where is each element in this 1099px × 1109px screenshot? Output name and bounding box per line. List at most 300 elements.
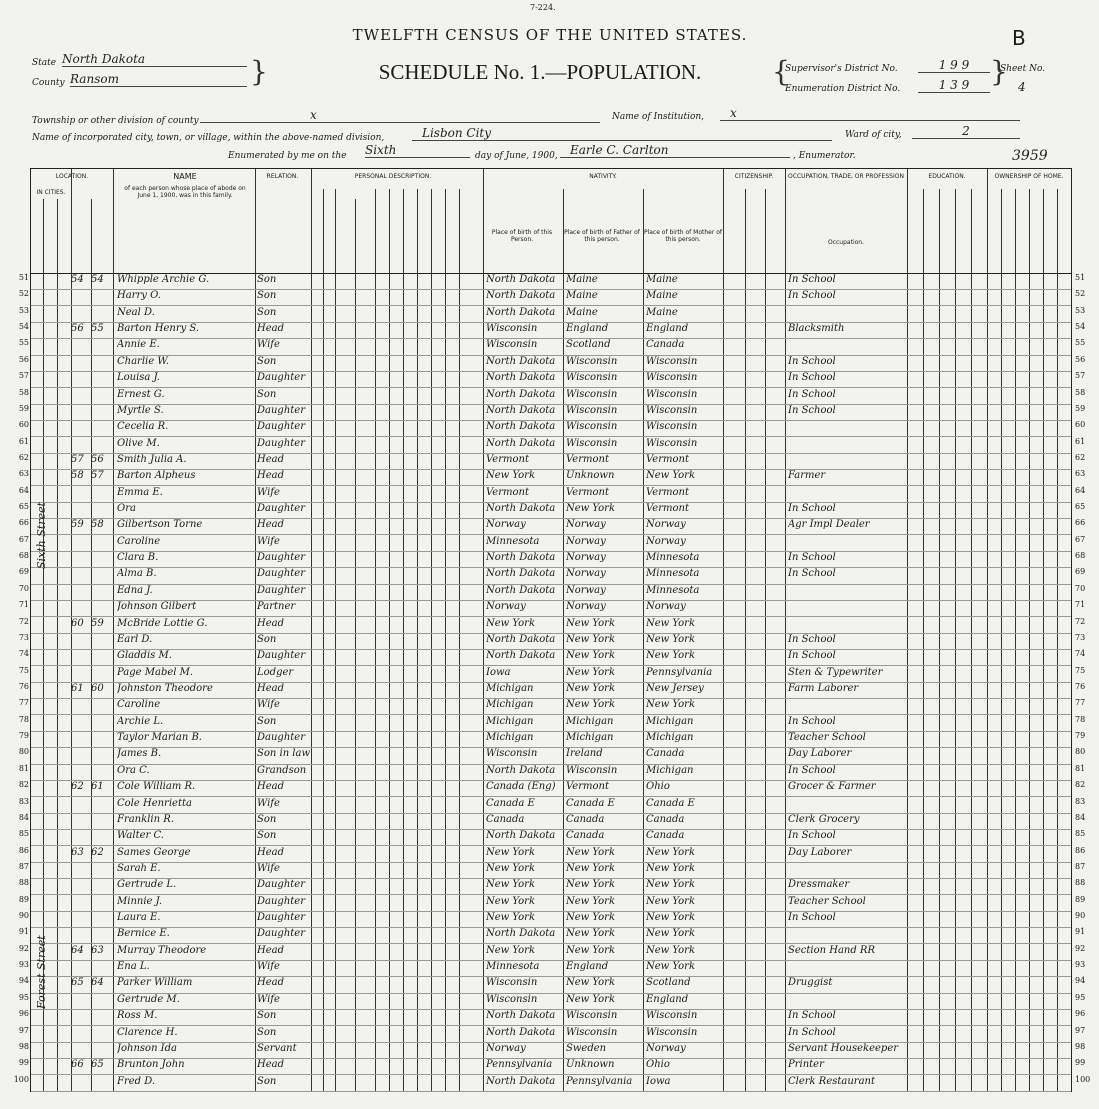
cell-name: Cecelia R.: [117, 421, 169, 433]
cell-mother: Scotland: [646, 977, 691, 989]
cell-rel: Head: [257, 453, 285, 465]
line-number-right: 57: [1075, 371, 1086, 381]
cell-name: Ross M.: [117, 1010, 158, 1022]
cell-name: Minnie J.: [117, 895, 163, 907]
table-row: [18, 747, 1086, 764]
census-title: TWELFTH CENSUS OF THE UNITED STATES.: [352, 26, 748, 44]
cell-name: Emma E.: [117, 486, 163, 498]
cell-occ: Farmer: [788, 470, 826, 482]
cell-mother: Norway: [646, 535, 686, 547]
line-number-right: 77: [1075, 698, 1086, 708]
right-brace-close: }: [990, 55, 1008, 88]
institution-label: Name of Institution,: [612, 112, 705, 122]
cell-name: McBride Lottie G.: [117, 617, 208, 629]
line-number-right: 100: [1075, 1074, 1091, 1084]
cell-occ: Druggist: [788, 977, 833, 989]
cell-rel: Son: [257, 1075, 277, 1087]
table-row: [18, 698, 1086, 715]
cell-mother: Ohio: [646, 781, 670, 793]
cell-mother: Maine: [646, 290, 678, 302]
cell-name: Parker William: [117, 977, 193, 989]
line-number: 88: [18, 878, 29, 888]
cell-mother: New York: [646, 895, 695, 907]
table-row: [18, 452, 1086, 470]
cell-name: Barton Alpheus: [117, 470, 196, 482]
city-label: Name of incorporated city, town, or village, within the above-named division,: [32, 133, 385, 143]
cell-rel: Head: [257, 683, 285, 694]
line-number-right: 63: [1075, 469, 1086, 479]
line-number-right: 78: [1075, 714, 1086, 724]
cell-occ: In School: [788, 388, 836, 400]
ward-value: 2: [912, 124, 1020, 139]
table-row: [18, 812, 1086, 830]
line-number: 62: [18, 452, 29, 462]
cell-birth: North Dakota: [486, 421, 556, 433]
line-number: 71: [18, 600, 29, 610]
cell-birth: North Dakota: [486, 633, 556, 645]
table-row: [18, 665, 1086, 683]
state-label: State: [32, 58, 57, 68]
table-row: [18, 338, 1086, 355]
cell-birth: New York: [486, 617, 535, 629]
cell-rel: Grandson: [257, 764, 307, 776]
line-number-right: 69: [1075, 567, 1086, 577]
cell-rel: Wife: [257, 699, 280, 711]
table-row: [18, 878, 1086, 895]
cell-rel: Wife: [257, 862, 280, 874]
cell-mother: New York: [646, 846, 695, 858]
cell-mother: Wisconsin: [646, 404, 698, 416]
cell-father: Wisconsin: [566, 421, 618, 433]
cell-rel: Daughter: [257, 552, 305, 564]
cell-father: New York: [566, 650, 615, 662]
cell-name: Sarah E.: [117, 862, 161, 874]
line-number: 65: [18, 502, 29, 512]
cell-father: New York: [566, 895, 615, 907]
table-row: [18, 518, 1086, 535]
cell-name: Caroline: [117, 699, 161, 711]
line-number-right: 79: [1075, 731, 1086, 741]
line-number-right: 86: [1075, 845, 1086, 855]
cell-name: Whipple Archie G.: [117, 274, 210, 285]
cell-rel: Daughter: [257, 568, 305, 580]
cell-mother: Vermont: [646, 453, 689, 465]
line-number: 75: [18, 665, 29, 675]
col-father-birth: Place of birth of Father of this person.: [564, 229, 640, 243]
cell-occ: Day Laborer: [788, 846, 852, 858]
cell-occ: Teacher School: [788, 732, 866, 744]
cell-name: Ena L.: [117, 961, 150, 973]
line-number-right: 54: [1075, 322, 1086, 332]
cell-birth: New York: [486, 862, 535, 874]
table-row: [18, 861, 1086, 879]
line-number-right: 56: [1075, 354, 1086, 364]
table-row: [18, 1041, 1086, 1059]
line-number: 80: [18, 747, 29, 757]
cell-birth: Wisconsin: [486, 748, 538, 760]
cell-dw: 59: [71, 519, 84, 531]
cell-name: Harry O.: [117, 290, 161, 302]
township-value: x: [200, 108, 600, 123]
enumerator-name: Earle C. Carlton: [560, 143, 790, 158]
table-row: [18, 371, 1086, 388]
line-number: 90: [18, 911, 29, 921]
cell-birth: North Dakota: [486, 584, 556, 596]
cell-occ: In School: [788, 764, 836, 776]
cell-father: Canada E: [566, 797, 615, 809]
line-number: 95: [18, 992, 29, 1002]
cell-birth: New York: [486, 846, 535, 858]
cell-fam: 61: [91, 781, 104, 793]
cell-mother: Pennsylvania: [646, 666, 713, 678]
cell-rel: Head: [257, 944, 285, 956]
cell-occ: In School: [788, 355, 836, 367]
line-number: 51: [18, 273, 29, 282]
cell-birth: North Dakota: [486, 274, 556, 285]
cell-name: Ernest G.: [117, 388, 165, 400]
cell-name: Louisa J.: [117, 372, 160, 384]
cell-mother: Michigan: [646, 764, 694, 776]
line-number: 61: [18, 436, 29, 446]
cell-birth: Iowa: [486, 666, 511, 678]
cell-occ: In School: [788, 633, 836, 645]
cell-rel: Daughter: [257, 732, 305, 744]
cell-name: Franklin R.: [117, 813, 174, 825]
cell-name: Alma B.: [117, 568, 157, 580]
cell-rel: Son: [257, 1010, 277, 1022]
table-row: [18, 682, 1086, 699]
table-row: [18, 567, 1086, 584]
line-number-right: 87: [1075, 861, 1086, 871]
cell-birth: Minnesota: [486, 961, 540, 973]
county-value: Ransom: [70, 72, 247, 87]
cell-father: Ireland: [566, 748, 603, 760]
cell-name: Bernice E.: [117, 928, 170, 940]
line-number: 78: [18, 714, 29, 724]
form-code: 7-224.: [530, 3, 556, 12]
line-number: 85: [18, 829, 29, 839]
state-value: North Dakota: [62, 52, 247, 67]
cell-father: New York: [566, 503, 615, 515]
enumeration-label: Enumeration District No.: [785, 84, 901, 94]
cell-rel: Daughter: [257, 650, 305, 662]
cell-dw: 58: [71, 470, 84, 482]
line-number: 87: [18, 861, 29, 871]
table-row: [18, 927, 1086, 944]
cell-occ: Agr Impl Dealer: [788, 519, 870, 531]
cell-mother: Michigan: [646, 715, 694, 727]
table-row: [18, 600, 1086, 617]
county-label: County: [32, 78, 65, 88]
line-number: 60: [18, 420, 29, 430]
cell-birth: North Dakota: [486, 404, 556, 416]
cell-fam: 65: [91, 1059, 104, 1071]
cell-fam: 55: [91, 323, 104, 335]
cell-mother: Canada E: [646, 797, 695, 809]
street-label-forest: Forest Street: [35, 935, 48, 1009]
table-row: [18, 992, 1086, 1010]
cell-dw: 60: [71, 617, 84, 629]
cell-rel: Head: [257, 1059, 285, 1071]
line-number: 81: [18, 763, 29, 773]
cell-name: Page Mabel M.: [117, 666, 194, 678]
cell-birth: Wisconsin: [486, 993, 538, 1005]
table-row: [18, 322, 1086, 339]
cell-father: Canada: [566, 813, 605, 825]
cell-birth: Norway: [486, 1042, 526, 1054]
line-number-right: 75: [1075, 665, 1086, 675]
cell-occ: Servant Housekeeper: [788, 1042, 899, 1054]
enumerated-prefix: Enumerated by me on the: [228, 151, 347, 161]
cell-fam: 59: [91, 617, 104, 629]
cell-rel: Head: [257, 977, 285, 989]
cell-fam: 54: [91, 274, 104, 285]
line-number: 56: [18, 354, 29, 364]
line-number: 97: [18, 1025, 29, 1035]
cell-mother: Canada: [646, 830, 685, 842]
cell-birth: North Dakota: [486, 1026, 556, 1038]
line-number-right: 58: [1075, 387, 1086, 397]
cell-name: Laura E.: [117, 912, 161, 924]
stamp-number: 3959: [1012, 148, 1048, 164]
table-body: [13, 273, 1091, 1091]
cell-rel: Daughter: [257, 912, 305, 924]
cell-birth: New York: [486, 470, 535, 482]
cell-name: Clara B.: [117, 552, 159, 564]
cell-birth: Pennsylvania: [486, 1059, 553, 1071]
cell-name: Smith Julia A.: [117, 453, 187, 465]
cell-mother: New York: [646, 944, 695, 956]
line-number-right: 70: [1075, 583, 1086, 593]
line-number-right: 73: [1075, 632, 1086, 642]
cell-birth: New York: [486, 912, 535, 924]
col-name: NAME: [173, 173, 197, 180]
cell-birth: Norway: [486, 601, 526, 613]
table-row: [18, 289, 1086, 306]
cell-mother: Canada: [646, 748, 685, 760]
cell-father: Wisconsin: [566, 437, 618, 449]
cell-father: New York: [566, 944, 615, 956]
cell-father: Norway: [566, 601, 606, 613]
cell-father: Norway: [566, 568, 606, 580]
line-number-right: 93: [1075, 960, 1086, 970]
cell-father: Wisconsin: [566, 355, 618, 367]
line-number-right: 74: [1075, 649, 1086, 659]
cell-occ: In School: [788, 372, 836, 384]
cell-father: Vermont: [566, 781, 609, 793]
cell-name: Johnson Gilbert: [117, 601, 197, 613]
cell-father: New York: [566, 912, 615, 924]
line-number-right: 94: [1075, 976, 1086, 986]
cell-rel: Son: [257, 830, 277, 842]
cell-father: England: [566, 961, 609, 973]
cell-birth: New York: [486, 944, 535, 956]
line-number-right: 71: [1075, 600, 1086, 610]
cell-occ: Farm Laborer: [788, 683, 859, 694]
cell-name: Murray Theodore: [117, 944, 207, 956]
cell-occ: Printer: [788, 1059, 824, 1071]
cell-name: Barton Henry S.: [117, 323, 200, 335]
cell-mother: Michigan: [646, 732, 694, 744]
table-row: [18, 780, 1086, 797]
cell-birth: Vermont: [486, 453, 529, 465]
cell-name: Cole Henrietta: [117, 797, 192, 809]
cell-rel: Head: [257, 470, 285, 482]
line-number-right: 83: [1075, 796, 1086, 806]
cell-rel: Son: [257, 274, 277, 285]
line-number: 52: [18, 289, 29, 299]
cell-father: Vermont: [566, 486, 609, 498]
cell-dw: 62: [71, 781, 84, 793]
table-row: [18, 502, 1086, 519]
line-number-right: 59: [1075, 403, 1086, 413]
cell-name: Edna J.: [117, 584, 153, 596]
cell-father: Wisconsin: [566, 388, 618, 400]
line-number-right: 68: [1075, 551, 1086, 561]
schedule-title: SCHEDULE No. 1.—POPULATION.: [378, 60, 702, 84]
cell-mother: Norway: [646, 519, 686, 531]
line-number-right: 53: [1075, 305, 1086, 315]
line-number-right: 67: [1075, 534, 1086, 544]
line-number-right: 96: [1075, 1009, 1086, 1019]
cell-birth: North Dakota: [486, 503, 556, 515]
line-number: 94: [18, 976, 29, 986]
table-row: [18, 403, 1086, 421]
cell-father: Maine: [566, 274, 598, 285]
cell-father: New York: [566, 993, 615, 1005]
cell-father: New York: [566, 666, 615, 678]
cell-father: New York: [566, 862, 615, 874]
cell-mother: Wisconsin: [646, 372, 698, 384]
table-row: [18, 632, 1086, 650]
cell-occ: In School: [788, 552, 836, 564]
cell-occ: In School: [788, 650, 836, 662]
table-row: [18, 829, 1086, 846]
cell-occ: Clerk Grocery: [788, 813, 860, 825]
cell-mother: Ohio: [646, 1059, 670, 1071]
cell-birth: North Dakota: [486, 355, 556, 367]
table-row: [18, 960, 1086, 977]
cell-name: Clarence H.: [117, 1026, 178, 1038]
cell-birth: North Dakota: [486, 290, 556, 302]
cell-birth: New York: [486, 895, 535, 907]
cell-dw: 54: [71, 274, 84, 285]
cell-father: New York: [566, 977, 615, 989]
cell-rel: Daughter: [257, 895, 305, 907]
cell-mother: New York: [646, 699, 695, 711]
cell-occ: In School: [788, 274, 836, 285]
line-number: 58: [18, 387, 29, 397]
cell-birth: Canada E: [486, 797, 535, 809]
line-number-right: 66: [1075, 518, 1086, 528]
line-number: 99: [18, 1058, 29, 1068]
line-number: 89: [18, 894, 29, 904]
institution-value: x: [720, 106, 1020, 121]
cell-dw: 57: [71, 453, 84, 465]
cell-mother: Minnesota: [646, 584, 700, 596]
table-row: [18, 845, 1086, 863]
col-relation: RELATION.: [266, 173, 299, 180]
cell-fam: 62: [91, 846, 104, 858]
line-number: 69: [18, 567, 29, 577]
cell-mother: England: [646, 323, 689, 335]
cell-name: Olive M.: [117, 437, 160, 449]
cell-name: Johnson Ida: [117, 1042, 177, 1054]
cell-name: Gladdis M.: [117, 650, 172, 662]
cell-name: Johnston Theodore: [117, 683, 213, 694]
cell-fam: 58: [91, 519, 104, 531]
cell-name: Earl D.: [117, 633, 153, 645]
line-number-right: 91: [1075, 927, 1086, 937]
cell-mother: Maine: [646, 306, 678, 318]
cell-birth: North Dakota: [486, 372, 556, 384]
supervisor-label: Supervisor's District No.: [785, 64, 898, 74]
line-number: 63: [18, 469, 29, 479]
line-number: 72: [18, 616, 29, 626]
line-number: 73: [18, 632, 29, 642]
cell-dw: 66: [71, 1059, 84, 1071]
cell-rel: Servant: [257, 1042, 297, 1054]
cell-rel: Son: [257, 355, 277, 367]
cell-name: Charlie W.: [117, 355, 170, 367]
line-number: 67: [18, 534, 29, 544]
cell-father: Wisconsin: [566, 1010, 618, 1022]
line-number: 70: [18, 583, 29, 593]
cell-name: Ora C.: [117, 764, 150, 776]
cell-dw: 63: [71, 846, 84, 858]
line-number: 91: [18, 927, 29, 937]
cell-father: New York: [566, 617, 615, 629]
line-number-right: 89: [1075, 894, 1086, 904]
cell-mother: New York: [646, 633, 695, 645]
cell-father: Wisconsin: [566, 764, 618, 776]
table-row: [18, 534, 1086, 552]
line-number: 77: [18, 698, 29, 708]
cell-mother: Maine: [646, 274, 678, 285]
cell-father: Pennsylvania: [566, 1075, 633, 1087]
cell-birth: North Dakota: [486, 1075, 556, 1087]
cell-name: Gertrude M.: [117, 993, 180, 1005]
line-number: 84: [18, 812, 29, 822]
cell-father: Maine: [566, 290, 598, 302]
cell-fam: 63: [91, 944, 104, 956]
cell-father: Wisconsin: [566, 404, 618, 416]
table-row: [18, 469, 1086, 486]
table-row: [18, 911, 1086, 928]
line-number-right: 76: [1075, 682, 1086, 691]
cell-birth: Michigan: [486, 699, 534, 711]
table-row: [18, 1009, 1086, 1026]
line-number-right: 61: [1075, 436, 1086, 446]
table-row: [13, 1074, 1091, 1092]
right-brace-open: {: [772, 55, 790, 88]
cell-rel: Son in law: [257, 748, 311, 760]
cell-birth: Michigan: [486, 732, 534, 744]
line-number-right: 60: [1075, 420, 1086, 430]
cell-occ: In School: [788, 715, 836, 727]
table-row: [18, 796, 1086, 814]
table-row: [18, 616, 1086, 634]
line-number-right: 98: [1075, 1041, 1086, 1051]
enumeration-value: 1 3 9: [918, 78, 990, 93]
col-name-desc: of each person whose place of abode on June 1, 1900, was in this family.: [124, 185, 246, 199]
cell-mother: New York: [646, 928, 695, 940]
cell-father: England: [566, 323, 609, 335]
line-number-right: 88: [1075, 878, 1086, 888]
table-row: [18, 354, 1086, 372]
cell-occ: In School: [788, 404, 836, 416]
cell-birth: North Dakota: [486, 764, 556, 776]
